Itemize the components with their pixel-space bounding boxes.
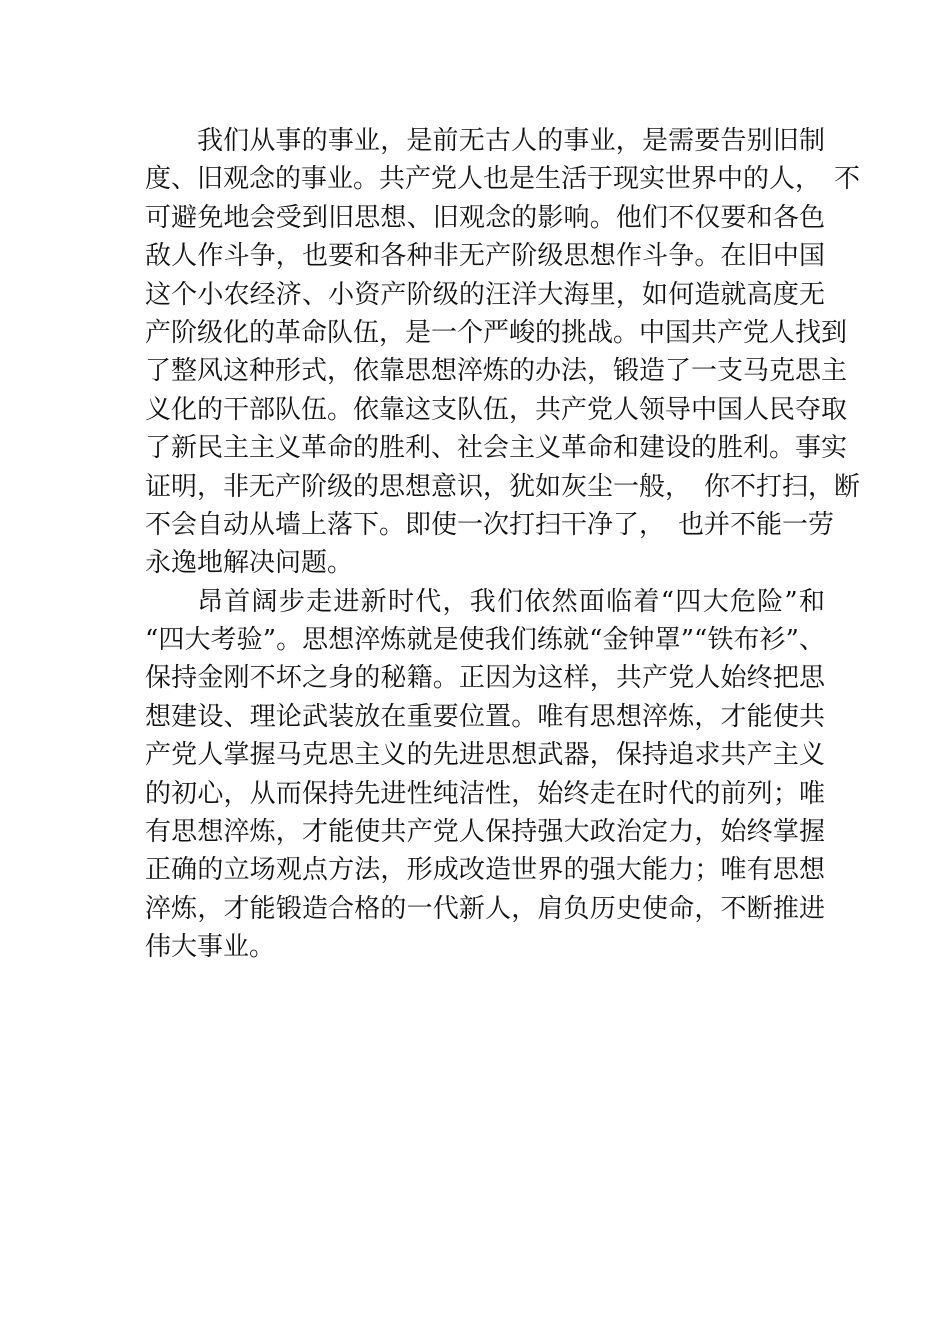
text-line: 保持金刚不坏之身的秘籍。正因为这样，共产党人始终把思 bbox=[145, 663, 825, 694]
text-line: 不会自动从墙上落下。即使一次打扫干净了， 也并不能一劳 bbox=[145, 509, 835, 540]
text-line: 正确的立场观点方法，形成改造世界的强大能力；唯有思想 bbox=[145, 855, 825, 886]
text-line: 义化的干部队伍。依靠这支队伍，共产党人领导中国人民夺取 bbox=[145, 394, 848, 425]
text-line: 淬炼，才能锻造合格的一代新人，肩负历史使命，不断推进 bbox=[145, 893, 825, 924]
text-line: 这个小农经济、小资产阶级的汪洋大海里，如何造就高度无 bbox=[145, 279, 825, 310]
text-line: 证明，非无产阶级的思想意识，犹如灰尘一般， 你不打扫，断 bbox=[145, 471, 861, 502]
text-line: “四大考验”。思想淬炼就是使我们练就“金钟罩”“铁布衫”、 bbox=[145, 625, 825, 656]
body-text bbox=[145, 122, 861, 967]
text-line: 了新民主主义革命的胜利、社会主义革命和建设的胜利。事实 bbox=[145, 433, 848, 464]
text-line: 了整风这种形式，依靠思想淬炼的办法，锻造了一支马克思主 bbox=[145, 356, 848, 387]
text-line: 有思想淬炼，才能使共产党人保持强大政治定力，始终掌握 bbox=[145, 817, 825, 848]
text-line: 产阶级化的革命队伍，是一个严峻的挑战。中国共产党人找到 bbox=[145, 317, 848, 348]
text-line: 永逸地解决问题。 bbox=[145, 548, 354, 579]
text-line: 的初心，从而保持先进性纯洁性，始终走在时代的前列；唯 bbox=[145, 778, 825, 809]
text-line: 度、旧观念的事业。共产党人也是生活于现实世界中的人， 不 bbox=[145, 164, 861, 195]
text-line: 产党人掌握马克思主义的先进思想武器，保持追求共产主义 bbox=[145, 740, 825, 771]
text-line: 昂首阔步走进新时代，我们依然面临着“四大危险”和 bbox=[197, 586, 825, 617]
text-line: 伟大事业。 bbox=[145, 932, 276, 963]
text-line: 我们从事的事业，是前无古人的事业，是需要告别旧制 bbox=[197, 126, 825, 156]
paragraph-2 bbox=[145, 583, 825, 967]
text-line: 想建设、理论武装放在重要位置。唯有思想淬炼，才能使共 bbox=[145, 701, 825, 732]
text-line: 可避免地会受到旧思想、旧观念的影响。他们不仅要和各色 bbox=[145, 202, 825, 233]
text-line: 敌人作斗争，也要和各种非无产阶级思想作斗争。在旧中国 bbox=[145, 241, 825, 272]
paragraph-1 bbox=[145, 122, 861, 583]
